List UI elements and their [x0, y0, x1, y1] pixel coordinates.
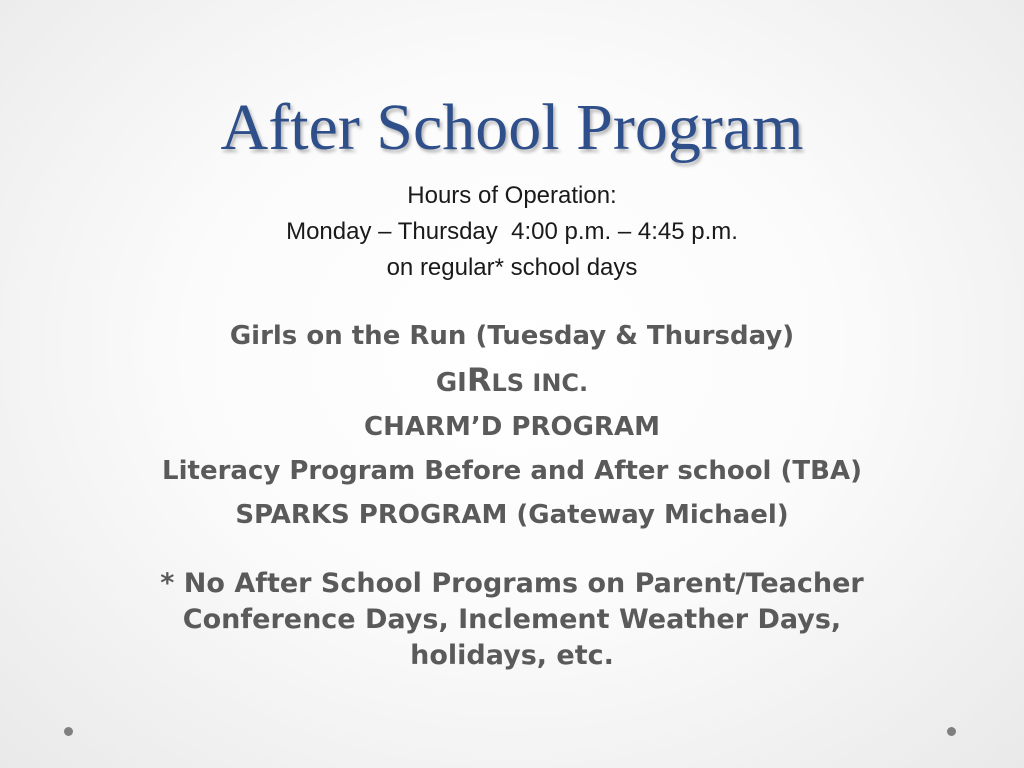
hours-schedule: Monday – Thursday 4:00 p.m. – 4:45 p.m.: [286, 218, 738, 245]
program-girls-on-the-run: Girls on the Run (Tuesday & Thursday): [229, 321, 795, 351]
footnote: [110, 566, 914, 674]
footnote-line-2: Conference Days, Inclement Weather Days,: [182, 604, 842, 635]
footnote-line-1: * No After School Programs on Parent/Teacher: [160, 568, 864, 599]
program-list: [0, 314, 1024, 537]
decorative-dot-right: [947, 727, 956, 736]
girls-inc-part-2: R: [466, 361, 492, 399]
program-charmd: CHARM’D PROGRAM: [364, 412, 660, 442]
hours-of-operation: [0, 178, 1024, 286]
slide-title: After School Program: [220, 91, 804, 164]
decorative-dot-left: [64, 727, 73, 736]
hours-note: on regular* school days: [386, 254, 638, 281]
hours-label: Hours of Operation:: [407, 182, 617, 209]
girls-inc-part-1: GI: [435, 368, 467, 398]
program-literacy: Literacy Program Before and After school (TBA): [162, 456, 862, 486]
program-sparks: SPARKS PROGRAM (Gateway Michael): [235, 500, 789, 530]
program-girls-inc: [0, 358, 1024, 405]
footnote-line-3: holidays, etc.: [410, 640, 614, 671]
girls-inc-part-3: LS INC.: [491, 369, 589, 397]
